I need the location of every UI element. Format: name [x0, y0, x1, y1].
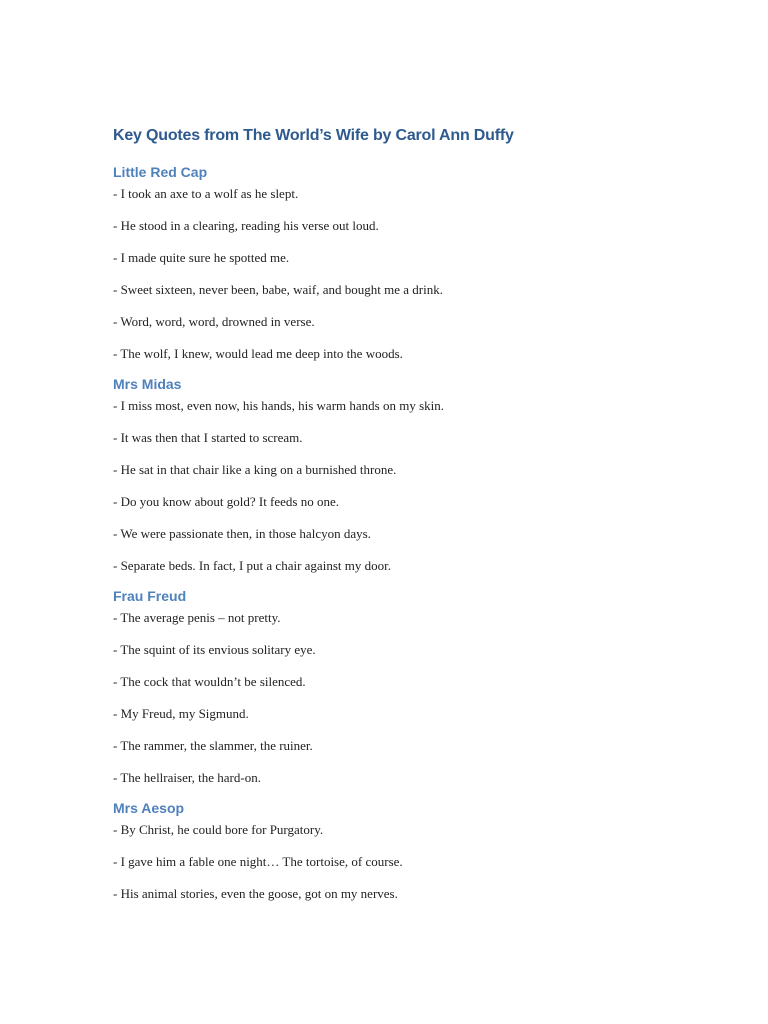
document-page [113, 124, 713, 904]
section-heading: Little Red Cap [113, 164, 208, 180]
section-mrs-midas [113, 372, 713, 576]
quote-item: - Word, word, word, drowned in verse. [113, 314, 315, 329]
quote-list [113, 608, 713, 788]
section-mrs-aesop [113, 796, 713, 904]
quote-item: - Do you know about gold? It feeds no one. [113, 494, 340, 509]
quote-item: - By Christ, he could bore for Purgatory. [113, 822, 324, 837]
section-heading: Frau Freud [113, 588, 187, 604]
quote-item: - His animal stories, even the goose, got on my nerves. [113, 886, 398, 901]
section-frau-freud [113, 584, 713, 788]
quote-item: - The average penis – not pretty. [113, 610, 281, 625]
quote-item: - He stood in a clearing, reading his verse out loud. [113, 218, 379, 233]
quote-item: - My Freud, my Sigmund. [113, 706, 249, 721]
quote-item: - The cock that wouldn’t be silenced. [113, 674, 306, 689]
quote-item: - It was then that I started to scream. [113, 430, 303, 445]
quote-item: - I miss most, even now, his hands, his warm hands on my skin. [113, 398, 444, 413]
section-little-red-cap [113, 160, 713, 364]
quote-list [113, 396, 713, 576]
quote-item: - He sat in that chair like a king on a burnished throne. [113, 462, 397, 477]
quote-item: - Separate beds. In fact, I put a chair against my door. [113, 558, 391, 573]
quote-item: - We were passionate then, in those halcyon days. [113, 526, 371, 541]
quote-item: - Sweet sixteen, never been, babe, waif, and bought me a drink. [113, 282, 443, 297]
quote-item: - I gave him a fable one night… The tortoise, of course. [113, 854, 403, 869]
quote-list [113, 820, 713, 904]
quote-item: - The squint of its envious solitary eye. [113, 642, 316, 657]
document-title: Key Quotes from The World’s Wife by Carol Ann Duffy [113, 127, 514, 144]
quote-item: - The hellraiser, the hard-on. [113, 770, 261, 785]
section-heading: Mrs Midas [113, 376, 182, 392]
section-heading: Mrs Aesop [113, 800, 185, 816]
quote-list [113, 184, 713, 364]
quote-item: - I took an axe to a wolf as he slept. [113, 186, 299, 201]
quote-item: - The wolf, I knew, would lead me deep into the woods. [113, 346, 403, 361]
quote-item: - The rammer, the slammer, the ruiner. [113, 738, 313, 753]
quote-item: - I made quite sure he spotted me. [113, 250, 290, 265]
